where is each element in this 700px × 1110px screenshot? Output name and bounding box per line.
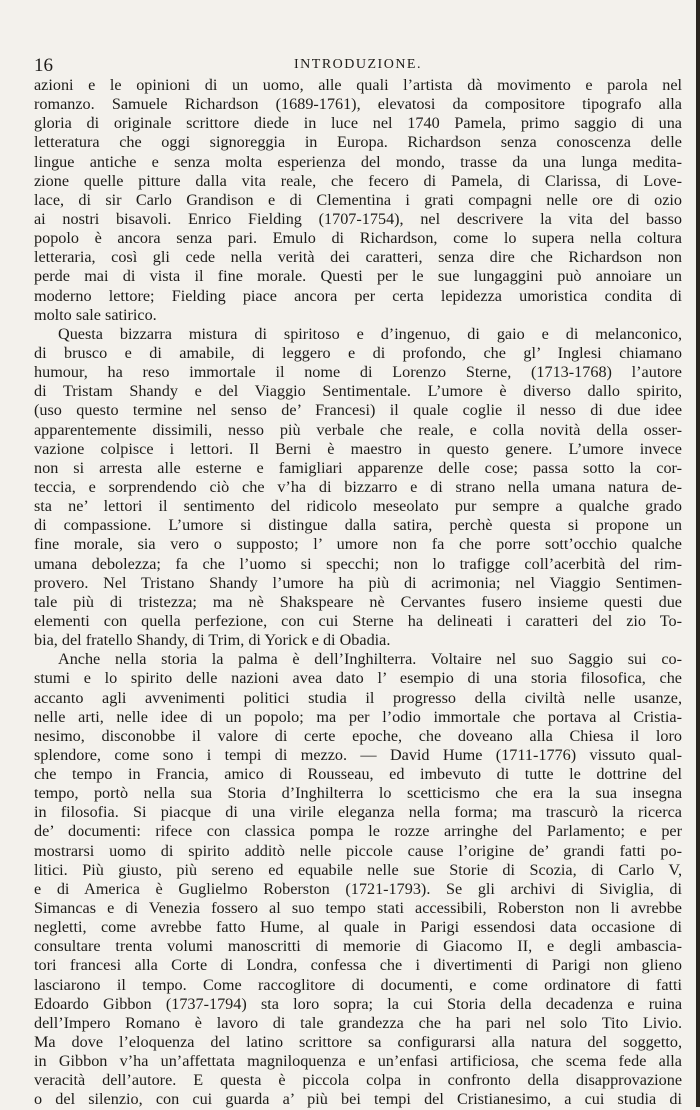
text-line: letteraria, così gli cede nella verità dei caratteri, senza dire che Richardson non bbox=[34, 248, 682, 267]
text-line: azioni e le opinioni di un uomo, alle quali l’artista dà movimento e parola nel bbox=[34, 76, 682, 94]
text-line: che tempo in Francia, amico di Rousseau, ed imbevuto di tutte le dottrine del bbox=[34, 765, 682, 784]
text-line: fine morale, sia vero o supposto; l’ umore non fa che porre sott’occhio qualche bbox=[34, 535, 682, 554]
text-line: splendore, come sono i tempi di mezzo. — David Hume (1711-1776) vissuto qual- bbox=[34, 745, 682, 764]
text-line: e di America è Guglielmo Roberston (1721-1793). Se gli archivi di Siviglia, di bbox=[34, 879, 682, 898]
text-line: accanto agli avvenimenti politici studia il progresso della civiltà nelle usanze, bbox=[34, 688, 682, 707]
text-line: popolo è ancora senza pari. Emulo di Richardson, come lo supera nella coltura bbox=[34, 229, 682, 248]
paragraph-start-line: Questa bizzarra mistura di spiritoso e d’ingenuo, di gaio e di melanconico, bbox=[58, 324, 682, 343]
text-line: di compassione. L’umore si distingue dalla satira, perchè questa si propone un bbox=[34, 516, 682, 535]
text-line: moderno lettore; Fielding piace ancora per certa lepidezza umoristica condita di bbox=[34, 286, 682, 305]
text-line: di brusco e di amabile, di leggero e di profondo, che gl’ Inglesi chiamano bbox=[34, 343, 682, 362]
page-number: 16 bbox=[34, 55, 53, 76]
text-line: litici. Più giusto, più sereno ed equabile nelle sue Storie di Scozia, di Carlo V, bbox=[34, 860, 682, 879]
page-header bbox=[34, 55, 682, 77]
text-line: elementi con quella perfezione, con cui Sterne ha delineati i caratteri del zio To- bbox=[34, 611, 682, 630]
text-line: (uso questo termine nel senso de’ Francesi) il quale coglie il nesso di due idee bbox=[34, 401, 682, 420]
text-line: Ma dove l’eloquenza del latino scrittore sa configurarsi alla natura del soggetto, bbox=[34, 1033, 682, 1052]
text-line: lasciarono il tempo. Come raccoglitore di documenti, e come ordinatore di fatti bbox=[34, 975, 682, 994]
text-line: gloria di originale scrittore diede in luce nel 1740 Pamela, primo saggio di una bbox=[34, 114, 682, 133]
text-line: lingue antiche e senza molta esperienza del mondo, trasse da una lunga medita- bbox=[34, 152, 682, 171]
text-line: Edoardo Gibbon (1737-1794) sta loro sopra; la cui Storia della decadenza e ruina bbox=[34, 994, 682, 1013]
text-line: stumi e lo spirito delle nazioni avea dato l’ esempio di una storia filosofica, che bbox=[34, 669, 682, 688]
text-line: non si arresta alle esterne e famigliari apparenze delle cose; passa sotto la cor- bbox=[34, 458, 682, 477]
text-line: tempo, portò nella sua Storia d’Inghilterra lo scetticismo che era la sua insegna bbox=[34, 784, 682, 803]
text-line: humour, ha reso immortale il nome di Lorenzo Sterne, (1713-1768) l’autore bbox=[34, 363, 682, 382]
text-line: negletti, come avrebbe fatto Hume, al quale in Parigi essendosi data occasione di bbox=[34, 918, 682, 937]
paragraph-end-line: bia, del fratello Shandy, di Trim, di Yorick e di Obadia. bbox=[34, 631, 391, 650]
text-line: nesimo, disconobbe il valore di certe epoche, che doveano alla Chiesa il loro bbox=[34, 726, 682, 745]
text-line: o del silenzio, con cui guarda a’ più bei tempi del Cristianesimo, a cui studia di bbox=[34, 1090, 682, 1109]
text-line: letteratura che oggi signoreggia in Europa. Richardson senza conoscenza delle bbox=[34, 133, 682, 152]
text-line: lace, di sir Carlo Grandison e di Clementina i grati compagni nelle ore di ozio bbox=[34, 190, 682, 209]
text-line: tale più di tristezza; ma nè Shakspeare nè Cervantes fusero insieme questi due bbox=[34, 592, 682, 611]
text-line: romanzo. Samuele Richardson (1689-1761), elevatosi da compositore tipografo alla bbox=[34, 95, 682, 114]
running-title: INTRODUZIONE. bbox=[294, 57, 422, 72]
text-line: vazione colpisce i lettori. Il Berni è maestro in questo genere. L’umore invece bbox=[34, 439, 682, 458]
paragraph-end-line: molto sale satirico. bbox=[34, 305, 157, 324]
page-edge-shadow bbox=[696, 0, 700, 1107]
paragraph-start-line: Anche nella storia la palma è dell’Inghilterra. Voltaire nel suo Saggio sui co- bbox=[58, 650, 682, 669]
text-line: teccia, e sorprendendo ciò che v’ha di bizzarro e di strano nella umana natura de- bbox=[34, 477, 682, 496]
text-line: de’ documenti: rifece con classica pompa le rozze arringhe del Parlamento; e per bbox=[34, 822, 682, 841]
text-line: tori francesi alla Corte di Londra, confessa che i divertimenti di Parigi non glieno bbox=[34, 956, 682, 975]
text-line: veracità dell’autore. E questa è piccola colpa in confronto della disapprovazione bbox=[34, 1071, 682, 1090]
text-line: zione quelle pitture dalla vita reale, che fecero di Pamela, di Clarissa, di Love- bbox=[34, 171, 682, 190]
text-line: perde mai di vista il fine morale. Questi per le sue lungaggini può annoiare un bbox=[34, 267, 682, 286]
text-line: dell’Impero Romano è lavoro di tale grandezza che ha pari nel solo Tito Livio. bbox=[34, 1013, 682, 1032]
text-line: mostrarsi uomo di spirito additò nelle piccole cause l’origine de’ grandi fatti po- bbox=[34, 841, 682, 860]
text-line: umana debolezza; fa che l’uomo si specchi; non lo trafigge coll’acerbità del rim- bbox=[34, 554, 682, 573]
text-line: in filosofia. Si piacque di una virile eleganza nella forma; ma trascurò la ricerca bbox=[34, 803, 682, 822]
text-line: nelle arti, nelle idee di un popolo; ma per l’odio immortale che portava al Cristia- bbox=[34, 707, 682, 726]
text-line: provero. Nel Tristano Shandy l’umore ha più di acrimonia; nel Viaggio Sentimen- bbox=[34, 573, 682, 592]
body-text bbox=[34, 76, 682, 1110]
text-line: Simancas e di Venezia fossero al suo tempo stati accessibili, Roberston non li avrebbe bbox=[34, 899, 682, 918]
text-line: apparentemente dissimili, nesso più verbale che reale, e colla novità della osser- bbox=[34, 420, 682, 439]
text-line: ai nostri bisavoli. Enrico Fielding (1707-1754), nel descrivere la vita del basso bbox=[34, 209, 682, 228]
text-line: di Tristam Shandy e del Viaggio Sentimentale. L’umore è diverso dallo spirito, bbox=[34, 382, 682, 401]
text-line: sta ne’ lettori il sentimento del ridicolo meseolato pur sempre a qualche grado bbox=[34, 497, 682, 516]
text-line: consultare trenta volumi manoscritti di memorie di Giacomo II, e degli ambascia- bbox=[34, 937, 682, 956]
text-line: in Gibbon v’ha un’affettata magniloquenza e un’enfasi artificiosa, che scema fede alla bbox=[34, 1052, 682, 1071]
